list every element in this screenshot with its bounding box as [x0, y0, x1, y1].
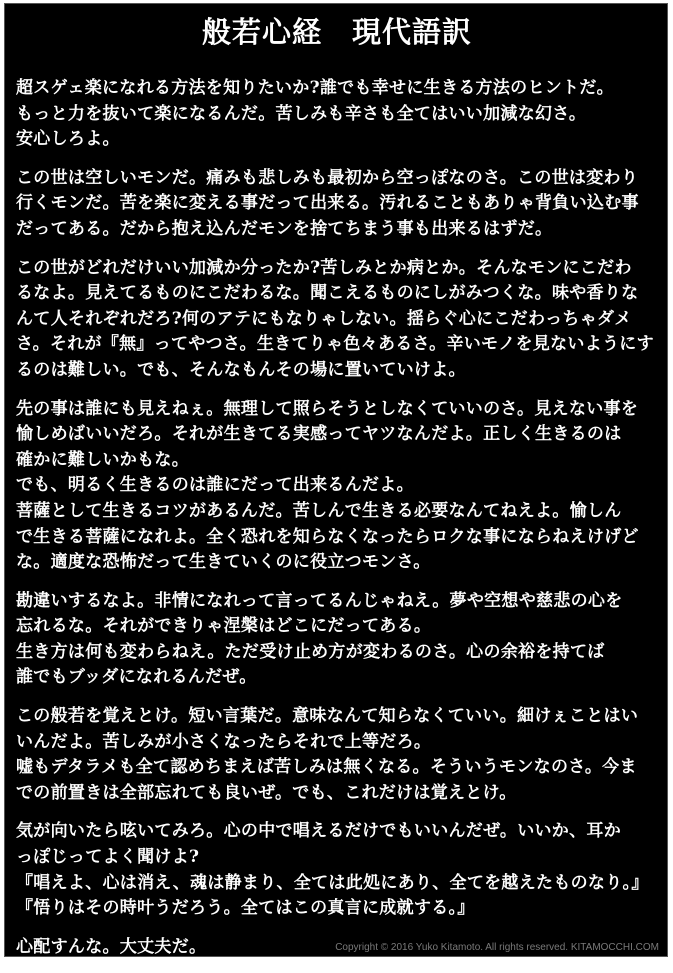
text-line: 忘れるな。それができりゃ涅槃はどこにだってある。 — [16, 616, 432, 637]
text-line: での前置きは全部忘れても良いぜ。でも、これだけは覚えとけ。 — [16, 782, 517, 803]
paragraph — [16, 166, 666, 243]
paragraph — [16, 589, 666, 691]
text-line: 気が向いたら呟いてみろ。心の中で唱えるだけでもいいんだぜ。いいか、耳か — [16, 821, 621, 842]
page-title: 般若心経 現代語訳 — [201, 15, 472, 49]
text-line: もっと力を抜いて楽になるんだ。苦しみも辛さも全てはいい加減な幻さ。 — [16, 103, 587, 124]
text-line: な。適度な恐怖だって生きていくのに役立つモンさ。 — [16, 552, 431, 573]
text-line: 誰でもブッダになれるんだぜ。 — [16, 667, 257, 688]
text-line: 嘘もデタラメも全て認めちまえば苦しみは無くなる。そういうモンなのさ。今ま — [16, 757, 637, 778]
text-line: 安心しろよ。 — [16, 129, 120, 150]
paragraph — [16, 704, 666, 806]
text-line: 菩薩として生きるコツがあるんだ。苦しんで生きる必要なんてねえよ。愉しん — [16, 500, 622, 521]
document-frame — [4, 3, 668, 957]
paragraph — [16, 76, 666, 153]
text-line: この世は空しいモンだ。痛みも悲しみも最初から空っぽなのさ。この世は変わり — [16, 167, 639, 188]
text-line: 心配すんな。大丈夫だ。 — [16, 936, 207, 957]
text-line: で生きる菩薩になれよ。全く恐れを知らなくなったらロクな事にならねえけげど — [16, 526, 639, 547]
text-line: るなよ。見えてるものにこだわるな。聞こえるものにしがみつくな。味や香りな — [16, 283, 639, 304]
text-line: 行くモンだ。苦を楽に変える事だって出来る。汚れることもありゃ背負い込む事 — [16, 193, 639, 214]
paragraph — [16, 256, 666, 384]
text-line: 『唱えよ、心は消え、魂は静まり、全ては此処にあり、全てを越えたものなり。』 — [16, 872, 649, 893]
text-line: 生き方は何も変わらねえ。ただ受け止め方が変わるのさ。心の余裕を持てば — [16, 641, 605, 662]
text-line: 勘違いするなよ。非情になれって言ってるんじゃねえ。夢や空想や慈悲の心を — [16, 590, 623, 611]
text-line: でも、明るく生きるのは誰にだって出来るんだよ。 — [16, 475, 414, 496]
text-line: いんだよ。苦しみが小さくなったらそれで上等だろ。 — [16, 731, 432, 752]
copyright-notice: Copyright © 2016 Yuko Kitamoto. All rights reserved. KITAMOCCHI.COM — [335, 942, 659, 953]
text-line: るのは難しい。でも、そんなもんその場に置いていけよ。 — [16, 359, 466, 380]
text-line: 確かに難しいかもな。 — [16, 449, 189, 470]
text-line: 『悟りはその時叶うだろう。全てはこの真言に成就する。』 — [16, 898, 475, 919]
text-line: んて人それぞれだろ?何のアテにもなりゃしない。揺らぐ心にこだわっちゃダメ — [16, 308, 632, 329]
text-line: さ。それが『無』ってやつさ。生きてりゃ色々あるさ。辛いモノを見ないようにす — [16, 334, 654, 355]
paragraph — [16, 397, 666, 576]
text-line: この般若を覚えとけ。短い言葉だ。意味なんて知らなくていい。細けぇことはい — [16, 706, 639, 727]
text-line: 先の事は誰にも見えねぇ。無理して照らそうとしなくていいのさ。見えない事を — [16, 398, 639, 419]
text-line: だってある。だから抱え込んだモンを捨てちまう事も出来るはずだ。 — [16, 218, 553, 239]
text-line: っぽじってよく聞けよ? — [16, 847, 200, 868]
paragraph — [16, 819, 666, 921]
text-line: 超スゲェ楽になれる方法を知りたいか?誰でも幸せに生きる方法のヒントだ。 — [16, 78, 614, 98]
text-line: この世がどれだけいい加減か分ったか?苦しみとか病とか。そんなモンにこだわ — [16, 257, 632, 278]
text-line: 愉しめばいいだろ。それが生きてる実感ってヤツなんだよ。正しく生きるのは — [16, 424, 622, 445]
translation-body — [16, 76, 666, 973]
